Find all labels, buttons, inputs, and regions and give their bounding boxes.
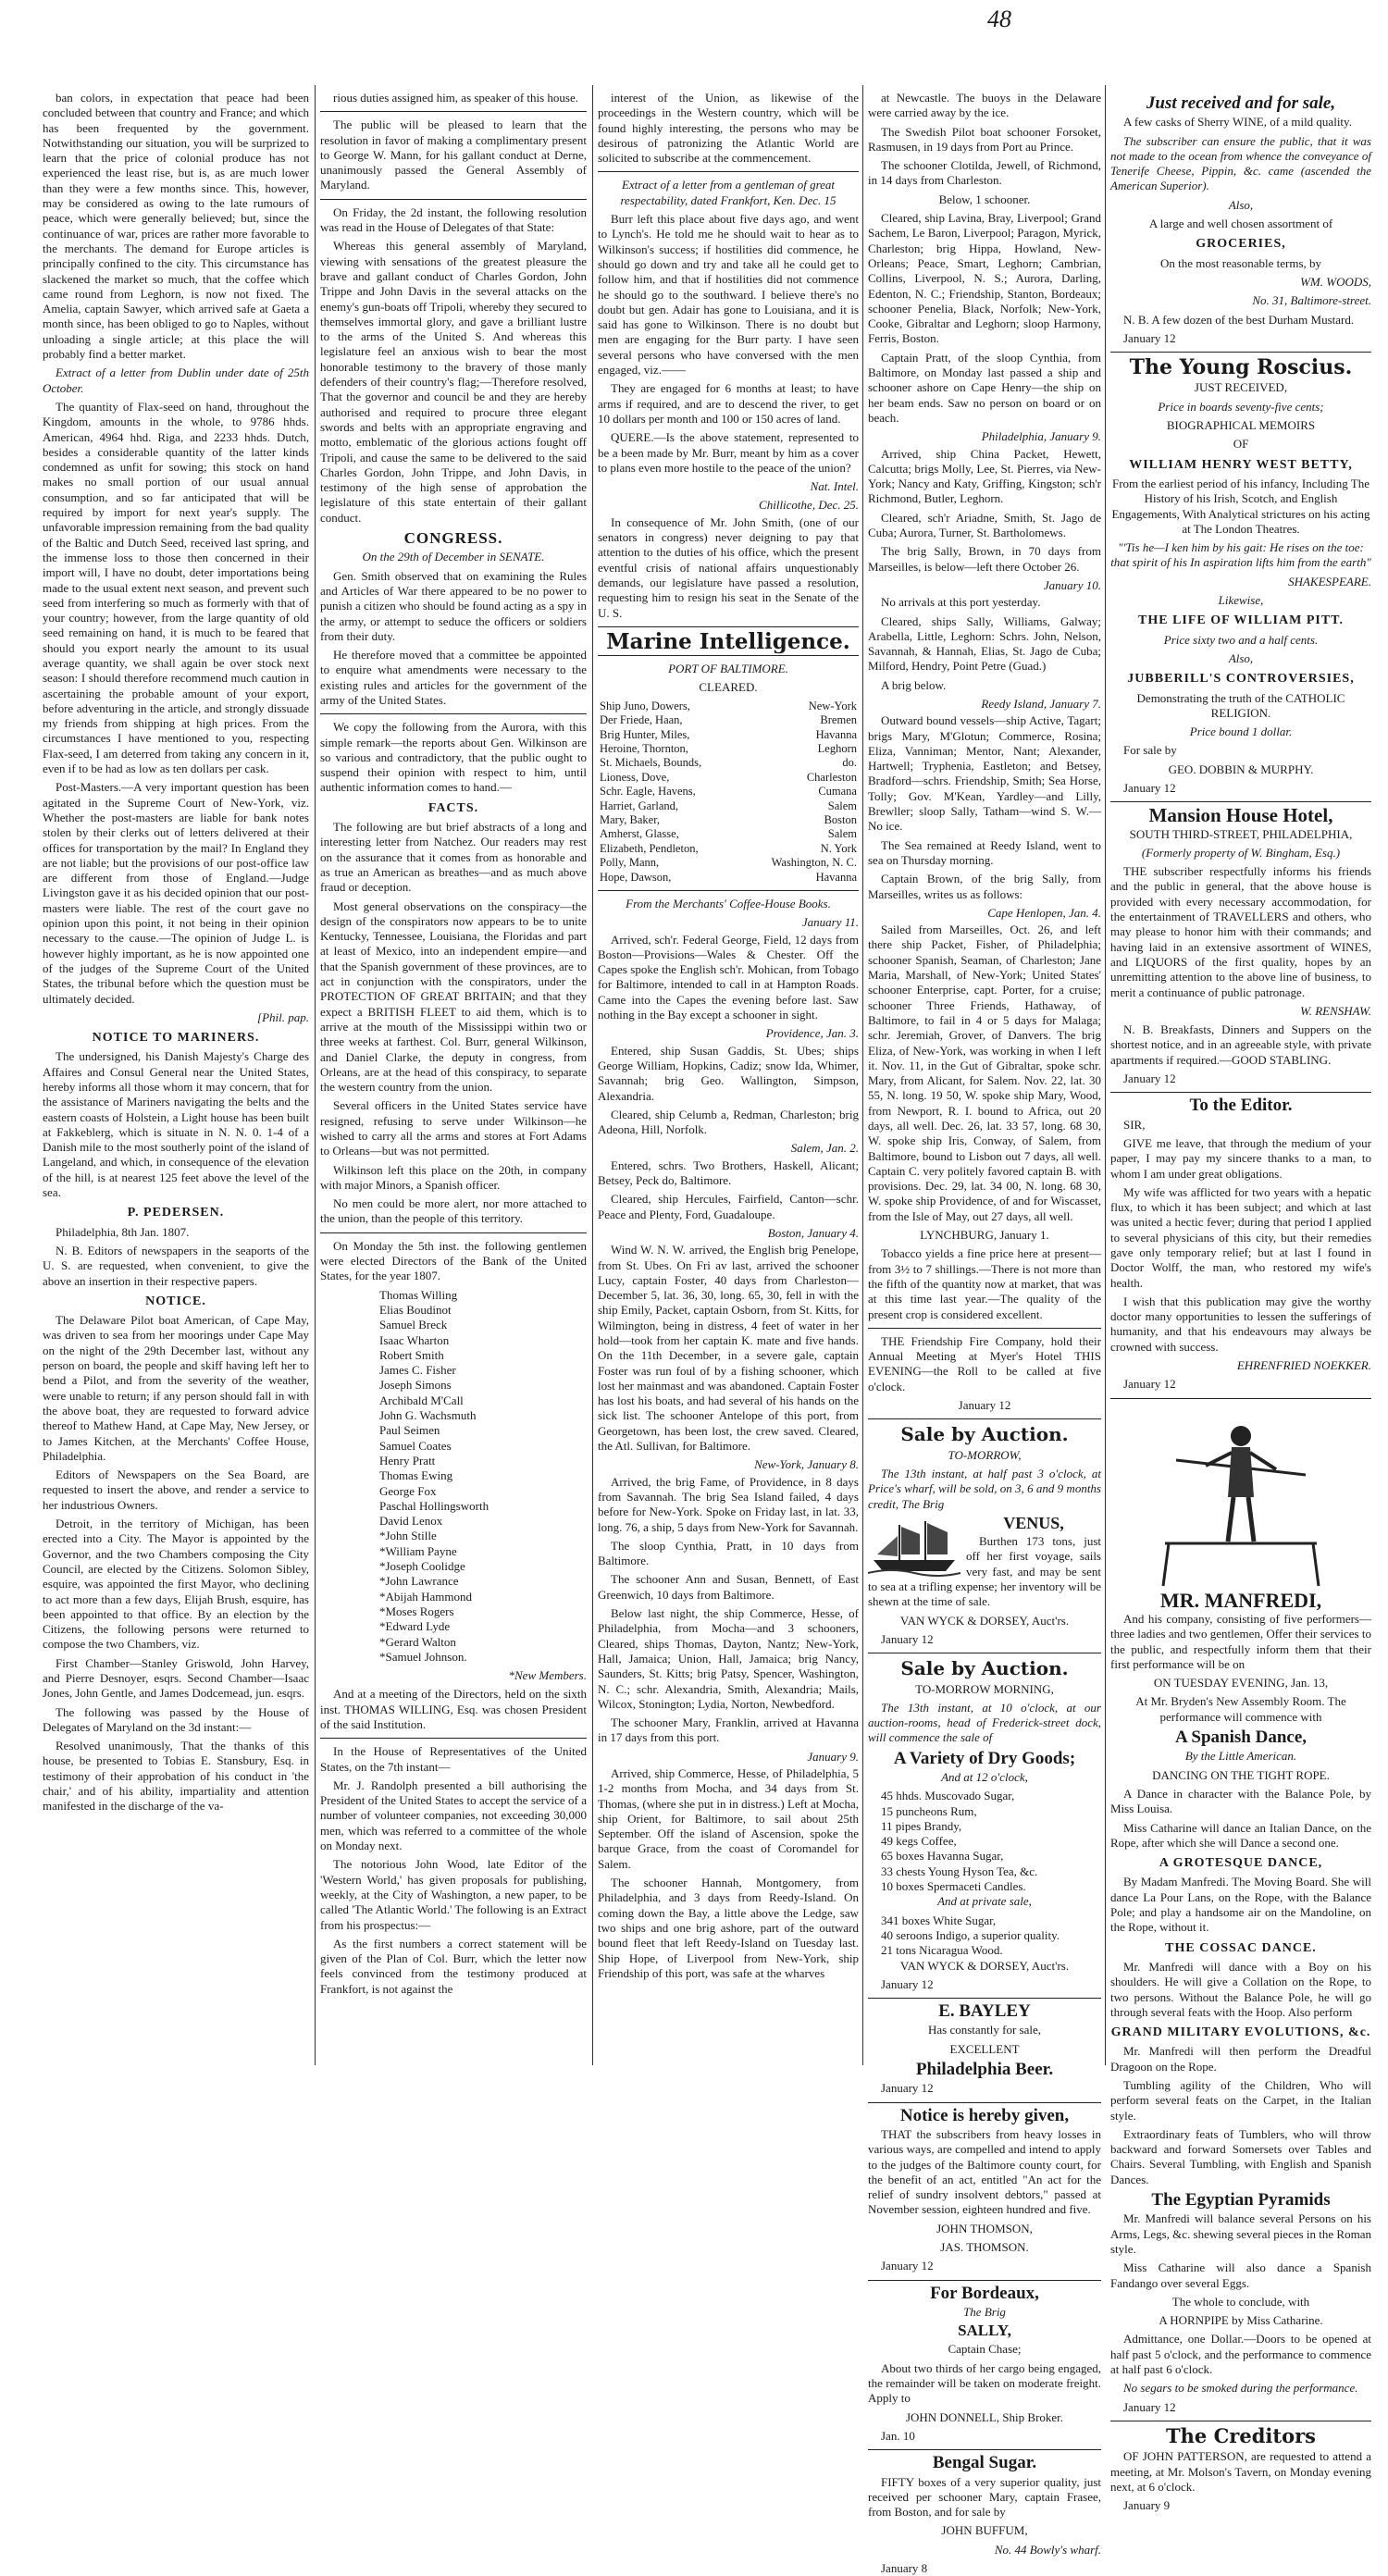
article-text: No men could be more alert, nor more attached to the union, than the people of this territory. xyxy=(320,1196,587,1226)
notice-text: OF JOHN PATTERSON, are requested to attend a meeting, at Mr. Molson's Tavern, on Monday evening next, at 6 o'clock. xyxy=(1110,2449,1371,2494)
director-name: Samuel Coates xyxy=(379,1438,452,1453)
divider xyxy=(1110,1398,1371,1399)
divider xyxy=(598,890,859,891)
article-text: The schooner Mary, Franklin, arrived at Havanna in 17 days from this port. xyxy=(598,1715,859,1745)
article-text: First Chamber—Stanley Griswold, John Harvey, and Pierre Desnoyer, esqrs. Second Chamber—Isaac Jones, John Gentle, and James Dodcemead, jun. esqrs. xyxy=(43,1655,309,1701)
dateline: January 11. xyxy=(801,915,859,930)
ship-name: VENUS, xyxy=(1003,1513,1064,1532)
table-row: Mary, Baker, Boston xyxy=(600,812,857,826)
list-item: 15 puncheons Rum, xyxy=(881,1803,977,1818)
ad-heading: Just received and for sale, xyxy=(1146,93,1336,113)
ad-text: For sale by xyxy=(1123,743,1177,758)
article-text: We copy the following from the Aurora, with this simple remark—the reports about Gen. Wilkinson are so various and contradictory, that the public ought to suspend their opinion with respect to him, until authentic information comes to hand.— xyxy=(320,720,587,795)
article-text: QUERE.—Is the above statement, represented to be a been made by Mr. Burr, meant by him as a cover to plans even more hostile to the peace of the union? xyxy=(598,430,859,475)
ad-text: N. B. Breakfasts, Dinners and Suppers on the shortest notice, and in an agreeable style, with private apartments if required.—GOOD STABLING. xyxy=(1110,1022,1371,1067)
facts-heading: FACTS. xyxy=(428,800,479,815)
director-name: Thomas Ewing xyxy=(379,1468,453,1483)
dateline: Chillicothe, Dec. 25. xyxy=(759,498,859,513)
bayley-name: E. BAYLEY xyxy=(938,2001,1031,2022)
article-text: Post-Masters.—A very important question has been agitated in the Supreme Court of New-York, viz. Whether the post-masters are liable for bank notes stolen by their clerks out of letters delivered at their offices for transportation by the mail? In England they are not liable; but the provisions of our post-office law are different from those of England.—Judge Livingston gave it as his decided opinion that our post-masters were liable. The rest of the court gave no opinion upon this point, it not being in their opinion necessary to the cause.—The opinion of Judge L. is however highly important, as he is now appointed one of the judges of the Supreme Court of the United States, the tribunal before which the question must be ultimately decided. xyxy=(43,780,309,1006)
article-text: The brig Sally, Brown, in 70 days from Marseilles, is below—left there October 26. xyxy=(868,544,1101,574)
ship-icon xyxy=(868,1517,960,1577)
article-text: On Friday, the 2d instant, the following resolution was read in the House of Delegates of that State: xyxy=(320,204,587,235)
director-name: Archibald M'Call xyxy=(379,1393,464,1407)
divider xyxy=(1110,1092,1371,1093)
ad-text: BIOGRAPHICAL MEMOIRS xyxy=(1166,418,1316,433)
notice-date: Jan. 10 xyxy=(881,2428,915,2443)
article-text: Entered, ship Susan Gaddis, St. Ubes; ships George William, Hopkins, Cadiz; snow Ida, Whimer, Savannah; brig Geo. Wallington, Simpson, Alexandria. xyxy=(598,1043,859,1103)
notice-heading: NOTICE. xyxy=(145,1294,206,1308)
article-text: Wind W. N. W. arrived, the English brig Penelope, from St. Ubes. On Fri av last, arrived the schooner Lucy, captain Foster, 40 days from Charleston—December 5, lat. 36, 30, long. 65, 30, fell in with the ship Emily, Packet, captain Osborn, from St. Kitts, for Wilmington, being in distress, 4 feet of water in her hold—took from her captain K. mate and five hands. On the 11th December, in a severe gale, captain Foster was run foul of by a fishing schooner, which lost her mainmast and was abandoned. Captain Foster has lost his boats, and had several of his hands on the sick list. The schooner Antelope of this port, from Georgetown, has been lost, the crew saved. Cleared, the Atl. Sullivan, for Baltimore. xyxy=(598,1243,859,1454)
director-name: *William Payne xyxy=(379,1543,457,1558)
bengal-sugar-heading: Bengal Sugar. xyxy=(932,2453,1037,2473)
ad-signature: WM. WOODS, xyxy=(1300,274,1371,289)
notice-date: January 12 xyxy=(1123,780,1176,795)
divider xyxy=(868,1418,1101,1419)
divider xyxy=(868,2102,1101,2103)
list-item: 65 boxes Havanna Sugar, xyxy=(881,1849,1004,1864)
article-text: Below last night, the ship Commerce, Hesse, of Philadelphia, from Mocha—and 3 schooners, Cleared, ships Thomas, Dayton, Nantz; New-York, Hall, Jamaica; Union, Hall, Jamaica; brig Nancy, Saunders, St. Kitts; brig Patsy, Spencer, Washington, N. C.; schr. Alexandria, Smith, Alexandria; Mails, Wilcox, Stonington; Lydia, Norton, Newbedford. xyxy=(598,1606,859,1711)
table-row: Elizabeth, Pendleton, N. York xyxy=(600,841,857,855)
ad-text: Price sixty two and a half cents. xyxy=(1163,632,1319,647)
director-name: *Edward Lyde xyxy=(379,1619,451,1634)
director-name: *John Lawrance xyxy=(379,1574,459,1589)
column-3 xyxy=(598,91,859,2060)
auction-text: Burthen 173 tons, just off her first voyage, sails very fast, and may be sent to sea at a trifling expense; her inventory will be shewn at the time of sale. xyxy=(868,1534,1101,1609)
list-item: 40 seroons Indigo, a superior quality. xyxy=(881,1927,1060,1942)
congress-subheading: On the 29th of December in SENATE. xyxy=(362,550,545,564)
column-rule xyxy=(1105,85,1106,2065)
article-text: Cleared, sch'r Ariadne, Smith, St. Jago de Cuba; Aurora, Turner, St. Bartholomews. xyxy=(868,510,1101,540)
ad-signature: JOHN BUFFUM, xyxy=(941,2523,1028,2538)
ad-text: Captain Chase; xyxy=(948,2342,1022,2357)
article-text: Sailed from Marseilles, Oct. 26, and left there ship Packet, Fisher, of Philadelphia; schooner Spanish, Seaman, of Charleston; Jane Maria, Marshall, of New-York; United States' schooner Enterprise, capt. Porter, for a cruise; schooner Three Friends, Hathaway, of Baltimore, to fail in 4 or 5 days for Malaga; schr. Jeremiah, Grover, of Danvers. The brig Eliza, of New-York, was working in when I left it. Nov. 11, in the Gut of Gibraltar, spoke schr. Mary, from Alicant, for Salem. Nov. 22, lat. 30 55, N. long. 19 50, W. spoke ship Mary, Wood, from Newport, R. I. bound to Africa, out 20 days, all well. Dec. 26, lat. 33 57, long. 68 30, W. spoke ship Iris, Conway, of Salem, from Baltimore, bound to Lisbon out 7 days, all well. Captain C. very politely favored captain B. with provisions. Dec. 29, lat. 34 00, N. long. 68 30, W. spoke ship Providence, of and for Wiscasset, from the Isle of May, out 27 days, all well. xyxy=(868,923,1101,1223)
divider xyxy=(868,1998,1101,1999)
marine-intelligence-heading: Marine Intelligence. xyxy=(606,628,850,654)
director-name: *Joseph Coolidge xyxy=(379,1559,465,1574)
divider xyxy=(868,1328,1101,1329)
cossac-dance-heading: THE COSSAC DANCE. xyxy=(1165,1940,1317,1955)
ad-text: Price bound 1 dollar. xyxy=(1189,724,1293,739)
director-name: David Lenox xyxy=(379,1514,443,1529)
column-5 xyxy=(1110,91,1371,2513)
spanish-dance-heading: A Spanish Dance, xyxy=(1174,1728,1307,1748)
article-text: Arrived, ship Commerce, Hesse, of Philadelphia, 5 1-2 months from Mocha, and 34 days from St. Thomas, (where she put in in distress.) Left at Mocha, ship Orient, for Baltimore, to sail about 25th September. Off the island of Ascension, spoke the barque Grace, from the coast of Coromandel for Salem. xyxy=(598,1766,859,1871)
director-name: Samuel Breck xyxy=(379,1318,448,1332)
letter-signature: EHRENFRIED NOEKKER. xyxy=(1236,1358,1371,1373)
pitt-heading: THE LIFE OF WILLIAM PITT. xyxy=(1138,613,1344,628)
divider xyxy=(868,2449,1101,2450)
article-text: at Newcastle. The buoys in the Delaware were carried away by the ice. xyxy=(868,91,1101,120)
table-row: Hope, Dawson, Havanna xyxy=(600,870,857,884)
betty-name: WILLIAM HENRY WEST BETTY, xyxy=(1129,457,1353,472)
article-text: The schooner Clotilda, Jewell, of Richmond, in 14 days from Charleston. xyxy=(868,158,1101,188)
table-row: St. Michaels, Bounds, do. xyxy=(600,756,857,770)
article-text: Detroit, in the territory of Michigan, has been erected into a City. The Mayor is appointed by the Governor, and the two Chambers composing the City Council, are elected by the Citizens. Solomon Sibley, esquire, was appointed the first Mayor, who declining to act more than a few days, Elijah Brush, esquire, has been appointed to that office. By an election by the Citizens, the following persons were returned to compose the two Chambers, viz. xyxy=(43,1517,309,1652)
article-text: Cleared, ship Lavina, Bray, Liverpool; Grand Sachem, Le Baron, Liverpool; Paragon, Myrick, Charleston; brig Hippa, Howland, New-Orleans; Peace, Smart, Leghorn; Cambrian, Collins, Liverpool, N. S.; Aurora, Darling, Edenton, N. C.; Friendship, Stanton, Bordeaux; schooner Penelia, Black, Norfolk; New-York, Cooke, Gibraltar and Leghorn; sloop Harmony, Ferris, Boston. xyxy=(868,211,1101,346)
dateline: Boston, January 4. xyxy=(767,1225,859,1240)
ad-text: N. B. A few dozen of the best Durham Mustard. xyxy=(1123,312,1355,327)
article-text: Cleared, ship Hercules, Fairfield, Canton—schr. Peace and Plenty, Ford, Guadaloupe. xyxy=(598,1192,859,1221)
divider xyxy=(598,655,859,656)
quotation-source: SHAKESPEARE. xyxy=(1288,574,1371,588)
notice-date: January 12 xyxy=(1123,2399,1176,2414)
ad-text: The Brig xyxy=(963,2304,1006,2319)
divider xyxy=(598,171,859,172)
director-name: Paschal Hollingsworth xyxy=(379,1498,490,1513)
dateline: Cape Henlopen, Jan. 4. xyxy=(987,905,1101,920)
ad-text: A few casks of Sherry WINE, of a mild quality. xyxy=(1123,115,1352,130)
divider xyxy=(598,626,859,627)
article-text: On Monday the 5th inst. the following gentlemen were elected Directors of the Bank of the United States, for the year 1807. xyxy=(320,1238,587,1283)
ad-text: A Dance in character with the Balance Pole, by Miss Louisa. xyxy=(1110,1786,1371,1816)
ad-text: Admittance, one Dollar.—Doors to be opened at half past 5 o'clock, and the performance to commence at half past 6 o'clock. xyxy=(1110,2332,1371,2377)
auction-heading: Sale by Auction. xyxy=(900,1423,1069,1446)
young-roscius-heading: The Young Roscius. xyxy=(1129,355,1353,380)
creditors-heading: The Creditors xyxy=(1166,2423,1316,2447)
fire-company-notice: THE Friendship Fire Company, hold their Annual Meeting at Myer's Hotel THIS EVENING—the Roll to be called at five o'clock. xyxy=(868,1333,1101,1393)
dateline: Salem, Jan. 2. xyxy=(790,1141,859,1156)
ad-text: By the Little American. xyxy=(1184,1749,1297,1764)
auctioneer-signature: VAN WYCK & DORSEY, Auct'rs. xyxy=(899,1613,1070,1628)
article-text: The public will be pleased to learn that the resolution in favor of making a complimentary present to George W. Mann, for his gallant conduct at Derne, unanimously passed the General Assembly of Maryland. xyxy=(320,118,587,192)
article-text: Most general observations on the conspiracy—the design of the conspirators now appears to be to unite Kentucky, Tennessee, Louisiana, the Floridas and part at least of Mexico, into an independent empire—and that the Spanish government of these provinces, are to act in conjunction with the conspirators, under the PROTECTION OF GREAT BRITAIN; and that they expect a BRITISH FLEET to aid them, which is to arrive at the mouth of the Mississippi within two or three weeks at farthest. Col. Burr, general Wilkinson, and Daniel Clarke, the deputy in congress, from Orleans, are at the head of this conspiracy, to separate the western country from the union. xyxy=(320,898,587,1095)
ad-text: Tumbling agility of the Children, Who will perform several feats on the Carpet, in the Italian style. xyxy=(1110,2077,1371,2123)
article-text: rious duties assigned him, as speaker of this house. xyxy=(333,91,579,105)
notice-heading: Notice is hereby given, xyxy=(899,2105,1070,2125)
article-text: The sloop Cynthia, Pratt, in 10 days from Baltimore. xyxy=(598,1538,859,1568)
director-name: Thomas Willing xyxy=(379,1287,458,1302)
table-row: Amherst, Glasse, Salem xyxy=(600,827,857,841)
notice-date: January 12 xyxy=(1123,1071,1176,1086)
director-name: *Moses Rogers xyxy=(379,1604,454,1618)
article-text: Tobacco yields a fine price here at present—from 3½ to 7 shillings.—There is not more than the fifth of the quantity now at market, that was at this time last year.—The quality of the present crop is considered excellent. xyxy=(868,1246,1101,1321)
notice-date: January 12 xyxy=(1123,330,1176,345)
article-text: Below, 1 schooner. xyxy=(938,192,1031,206)
ad-text: Miss Catharine will dance an Italian Dance, on the Rope, after which she will Dance a second one. xyxy=(1110,1820,1371,1850)
article-text: No arrivals at this port yesterday. xyxy=(881,595,1041,610)
article-source: Nat. Intel. xyxy=(810,479,859,494)
list-item: 21 tons Nicaragua Wood. xyxy=(881,1943,1003,1958)
ad-text: And his company, consisting of five performers—three ladies and two gentlemen, Offer their services to the public, and respectfully inform them that their first performance will be on xyxy=(1110,1611,1371,1671)
notice-text: The Delaware Pilot boat American, of Cape May, was driven to sea from her moorings under Cape May on the night of the 29th December last, without any person on board, the people and skiff having left her to bend a Pilot, and from the severity of the weather, were unable to return; if any person should fall in with the above boat, they are requested to forward advice thereof to Mathew Hand, at Cape May, New Jersey, or to James Kitchen, at the Merchants' Coffee House, Philadelphia. xyxy=(43,1313,309,1463)
article-source: [Phil. pap. xyxy=(257,1009,309,1024)
article-text: Resolved unanimously, That the thanks of this house, be presented to Tobias E. Stansbury, Esq. in testimony of their approbation of his conduct in 'the chair,' and of his ability, impartiality and attention manifested in the discharge of the va- xyxy=(43,1739,309,1814)
column-rule xyxy=(315,85,316,2065)
ad-text: No segars to be smoked during the performance. xyxy=(1123,2381,1358,2396)
notice-text: THAT the subscribers from heavy losses in various ways, are compelled and intend to apply to the judges of the Baltimore county court, for the benefit of an act, entitled "An act for the relief of sundry insolvent debtors," passed at November session, eighteen hundred and five. xyxy=(868,2126,1101,2217)
rope-dancer-illustration xyxy=(1158,1405,1324,1590)
directors-list xyxy=(320,1288,587,1665)
ad-text: Price in boards seventy-five cents; xyxy=(1158,399,1324,414)
divider xyxy=(868,2280,1101,2281)
ad-text: At Mr. Bryden's New Assembly Room. The performance will commence with xyxy=(1135,1694,1346,1724)
director-name: James C. Fisher xyxy=(379,1363,456,1378)
military-evolutions-heading: GRAND MILITARY EVOLUTIONS, &c. xyxy=(1110,2025,1371,2040)
table-row: Brig Hunter, Miles, Havanna xyxy=(600,727,857,741)
divider xyxy=(320,713,587,714)
ad-text: EXCELLENT xyxy=(949,2041,1020,2056)
list-item: 33 chests Young Hyson Tea, &c. xyxy=(881,1864,1038,1878)
letter-salutation: SIR, xyxy=(1123,1117,1146,1132)
page-number: 48 xyxy=(987,6,1011,32)
auction-when: TO-MORROW, xyxy=(948,1447,1022,1462)
director-name: *Gerard Walton xyxy=(379,1634,456,1649)
ad-text: DANCING ON THE TIGHT ROPE. xyxy=(1152,1767,1330,1782)
ad-text: A HORNPIPE by Miss Catharine. xyxy=(1159,2313,1323,2328)
article-text: And at a meeting of the Directors, held on the sixth inst. THOMAS WILLING, Esq. was chosen President of the said Institution. xyxy=(320,1687,587,1731)
director-name: *Abijah Hammond xyxy=(379,1589,473,1604)
ad-text: Also, xyxy=(1228,650,1254,665)
notice-date: January 12 xyxy=(881,1631,934,1646)
notice-nb: N. B. Editors of newspapers in the seaports of the U. S. are requested, when convenient, to give the above an insertion in their respective papers. xyxy=(43,1243,309,1288)
list-item: 49 kegs Coffee, xyxy=(881,1834,957,1849)
article-text: Wilkinson left this place on the 20th, in company with major Minors, a Spanish officer. xyxy=(320,1162,587,1192)
auction-text: And at 12 o'clock, xyxy=(941,1769,1028,1784)
notice-heading: NOTICE TO MARINERS. xyxy=(92,1031,260,1046)
groceries-heading: GROCERIES, xyxy=(1196,237,1286,252)
dateline: New-York, January 8. xyxy=(754,1457,859,1472)
jubberill-heading: JUBBERILL'S CONTROVERSIES, xyxy=(1127,672,1355,687)
director-name: Joseph Simons xyxy=(379,1378,452,1393)
ad-text: Mr. Manfredi will dance with a Boy on his shoulders. He will give a Collation on the Rope, to two persons. Without the Balance Pole, he will go through several feats with the Hoop. Also perform xyxy=(1110,1959,1371,2019)
director-name: Henry Pratt xyxy=(379,1453,436,1468)
divider xyxy=(320,1738,587,1739)
article-text: Cleared, ship Celumb a, Redman, Charleston; brig Adeona, Hill, Norfolk. xyxy=(598,1107,859,1137)
column-4 xyxy=(868,91,1101,2576)
notice-date: January 9 xyxy=(1123,2498,1171,2513)
director-name: Robert Smith xyxy=(379,1347,444,1362)
notice-date: January 12 xyxy=(881,1976,934,1991)
auction-heading: Sale by Auction. xyxy=(900,1657,1069,1680)
source-heading: From the Merchants' Coffee-House Books. xyxy=(626,896,831,910)
ad-signature: JOHN DONNELL, Ship Broker. xyxy=(905,2409,1064,2424)
to-editor-heading: To the Editor. xyxy=(1189,1096,1293,1116)
dateline: January 10. xyxy=(1043,577,1101,592)
table-row: Ship Juno, Dowers, New-York xyxy=(600,699,857,712)
notice-date: January 8 xyxy=(881,2561,928,2576)
divider xyxy=(1110,801,1371,802)
ad-text: SOUTH THIRD-STREET, PHILADELPHIA, xyxy=(1129,826,1353,841)
ship-name: SALLY, xyxy=(958,2322,1011,2340)
article-text: Outward bound vessels—ship Active, Tagart; brigs Mary, M'Glotun; Commerce, Rosina; Eliza, Vanniman; Mentor, Nant; Alexander, Hartwell; Tryphenia, Eastleton; and Betsey, Bradford—schrs. Friendship, Smith; Sea Horse, Tolly; Gov. M'Kean, Yardley—and Lilly, Brewller; sloop Sally, Tatham—wind S. W.—No ice. xyxy=(868,713,1101,834)
notice-date: Philadelphia, 8th Jan. 1807. xyxy=(56,1224,190,1239)
article-text: In the House of Representatives of the United States, on the 7th instant— xyxy=(320,1744,587,1774)
auctioneer-signature: VAN WYCK & DORSEY, Auct'rs. xyxy=(899,1958,1070,1973)
ad-text: The subscriber can ensure the public, that it was not made to the ocean from whence the conveyance of Tenerife Cheese, Pippin, &c. came (ascended the American Superior). xyxy=(1110,133,1371,193)
divider xyxy=(320,199,587,200)
ad-address: No. 44 Bowly's wharf. xyxy=(994,2542,1101,2557)
dry-goods-heading: A Variety of Dry Goods; xyxy=(893,1748,1076,1768)
article-text: interest of the Union, as likewise of the proceedings in the Western country, which will be found highly interesting, the persons who may be desirous of patronizing the Atlantic World are solicited to subscribe at the commencement. xyxy=(598,91,859,166)
ad-text: THE subscriber respectfully informs his friends and the public in general, that the above house is provided with every necessary accommodation, for the entertainment of TRAVELLERS and others, who may please to honor him with their commands; and having laid in an extensive assortment of WINES, and LIQUORS of the first quality, hopes by an unremitting attention to the above line of business, to merit a continuance of public patronage. xyxy=(1110,864,1371,999)
ad-text: A large and well chosen assortment of xyxy=(1148,217,1333,231)
list-item: 45 hhds. Muscovado Sugar, xyxy=(881,1789,1015,1803)
port-heading: PORT OF BALTIMORE. xyxy=(668,662,788,676)
director-name: Isaac Wharton xyxy=(379,1332,450,1347)
ad-text: Demonstrating the truth of the CATHOLIC RELIGION. xyxy=(1136,690,1345,720)
article-heading: Extract of a letter from Dublin under date of 25th October. xyxy=(43,365,309,395)
ad-signature: GEO. DOBBIN & MURPHY. xyxy=(1168,762,1314,776)
divider xyxy=(320,1232,587,1233)
notice-signature: JOHN THOMSON, xyxy=(936,2221,1033,2235)
auction-text: The 13th instant, at half past 3 o'clock, at Price's wharf, will be sold, on 3, 6 and 9 months credit, The Brig xyxy=(868,1466,1101,1511)
letter-text: GIVE me leave, that through the medium of your paper, I may pay my sincere thanks to a man, to whom I am under great obligations. xyxy=(1110,1135,1371,1181)
article-text: Arrived, the brig Fame, of Providence, in 8 days from Savannah. The brig Sea Island failed, 4 days before for New-York. Spoke on Friday last, in lat. 33, long. 76, a ship, 5 days from New-York for Savannah. xyxy=(598,1474,859,1534)
notice-date: January 12 xyxy=(881,2259,934,2273)
egyptian-pyramids-heading: The Egyptian Pyramids xyxy=(1151,2190,1331,2211)
director-name: George Fox xyxy=(379,1483,437,1498)
article-text: The schooner Hannah, Montgomery, from Philadelphia, and 3 days from Reedy-Island. On coming down the Bay, a little above the Ledge, saw two ships and one brig ashore, part of the outward bound fleet that left Reedy-Island on Tuesday last. Ship Hope, of Liverpool from New-York, ship Friendship of this port, was safe at the wharves xyxy=(598,1876,859,1980)
article-text: Captain Pratt, of the sloop Cynthia, from Baltimore, on Monday last passed a ship and schooner ashore on Cape Henry—the ship on her beam ends. Saw no person on board or on beach. xyxy=(868,350,1101,425)
goods-list xyxy=(868,1789,1101,1894)
congress-heading: CONGRESS. xyxy=(403,529,503,548)
ad-text: Also, xyxy=(1228,197,1254,212)
director-name: Elias Boudinot xyxy=(379,1302,452,1317)
table-row: Polly, Mann, Washington, N. C. xyxy=(600,856,857,870)
article-text: As the first numbers a correct statement will be given of the Plan of Col. Burr, which the letter now feels convinced from the testimony produced at Frankfort, is not against the xyxy=(320,1936,587,1996)
grotesque-dance-heading: A GROTESQUE DANCE, xyxy=(1159,1856,1323,1871)
ad-text: Miss Catharine will also dance a Spanish Fandango over several Eggs. xyxy=(1110,2260,1371,2290)
notice-date: January 12 xyxy=(1123,1377,1176,1392)
table-row: Harriet, Garland, Salem xyxy=(600,799,857,812)
table-row: Lioness, Dove, Charleston xyxy=(600,770,857,784)
article-text: ban colors, in expectation that peace had been concluded between that country and France; and which has been frequented by the government. Notwithstanding our situation, you will be surprized to learn that the price of colonial produce has not experienced the least rise, but is, as are much lower than they were a few months since. This, however, may be considered as owing to the late rumours of peace, which were generally believed; but, since the continuance of war, prices are rather more favorable to the merchants. The demand for Europe articles is principally confined to the city. This circumstance has slackened the market so much, that the coffee which came round from Leghorn, is now not fixed. The Amelia, captain Sawyer, which arrived safe at Gaeta a month since, has been obliged to go to Naples, without unloading a single article; at this place the will probably find a better market. xyxy=(43,91,309,362)
ad-text: From the earliest period of his infancy, Including The History of his Irish, Scotch, and English Engagements, With Analytical strictures on his acting at The London Theatres. xyxy=(1111,476,1370,536)
ad-address: No. 31, Baltimore-street. xyxy=(1252,293,1371,308)
notice-signature: JAS. THOMSON. xyxy=(940,2240,1029,2254)
list-item: 341 boxes White Sugar, xyxy=(881,1913,997,1927)
column-1 xyxy=(43,91,309,2060)
article-text: The following are but brief abstracts of a long and interesting letter from Natchez. Our readers may rest on the assurance that it comes from as honorable and as true an American as breathes—and as much above fraud or deception. xyxy=(320,820,587,895)
column-rule xyxy=(592,85,593,2065)
article-text: Entered, schrs. Two Brothers, Haskell, Alicant; Betsey, Peck do, Baltimore. xyxy=(598,1158,859,1188)
beer-heading: Philadelphia Beer. xyxy=(915,2060,1054,2080)
manfredi-heading: MR. MANFREDI, xyxy=(1159,1588,1322,1612)
divider xyxy=(1110,352,1371,353)
director-name: John G. Wachsmuth xyxy=(379,1408,477,1423)
table-row: Schr. Eagle, Havens, Cumana xyxy=(600,785,857,799)
auction-text: The 13th instant, at 10 o'clock, at our auction-rooms, head of Frederick-street dock, will commence the sale of xyxy=(868,1700,1101,1745)
dateline: Philadelphia, January 9. xyxy=(981,429,1101,444)
article-text: Arrived, ship China Packet, Hewett, Calcutta; brigs Molly, Lee, St. Pierres, via New-York; Nancy and Katy, Griffing, Kingston; sch'r Richmond, Butler, Leghorn. xyxy=(868,446,1101,506)
article-text: Arrived, sch'r. Federal George, Field, 12 days from Boston—Provisions—Wales & Chester. Off the Capes spoke the English sch'r. Mohican, from Tobago for Baltimore, intended to call in at Hampton Roads. Came into the Capes the evening before last. Saw nothing in the Bay except a schooner in sight. xyxy=(598,932,859,1022)
list-item: 11 pipes Brandy, xyxy=(881,1818,962,1833)
ad-text: OF xyxy=(1233,437,1249,452)
article-text: The schooner Ann and Susan, Bennett, of East Greenwich, 10 days from Baltimore. xyxy=(598,1572,859,1602)
article-text: They are engaged for 6 months at least; to have arms if required, and are to descend the river, to get 10 dollars per month and 100 or 150 acres of land. xyxy=(598,381,859,426)
article-text: Cleared, ships Sally, Williams, Galway; Arabella, Little, Leghorn: Schrs. John, Nelson, Savannah, & Hannah, Elias, St. Jago de Cuba; Milford, Hendry, Point Petre (Guad.) xyxy=(868,613,1101,674)
ad-text: Likewise, xyxy=(1218,593,1264,608)
newspaper-page xyxy=(20,0,1371,2576)
article-text: The following was passed by the House of Delegates of Maryland on the 3d instant:— xyxy=(43,1704,309,1734)
article-text: Several officers in the United States service have resigned, refusing to serve under Wilkinson—he wished to carry all the arms and stores at Fort Adams to Orleans—but was not permitted. xyxy=(320,1098,587,1158)
dateline: Reedy Island, January 7. xyxy=(981,696,1101,711)
ad-text: ON TUESDAY EVENING, Jan. 13, xyxy=(1153,1676,1329,1690)
cleared-heading: CLEARED. xyxy=(699,680,758,695)
notice-date: January 12 xyxy=(958,1398,1011,1413)
article-text: The notorious John Wood, late Editor of the 'Western World,' has given proposals for publishing, weekly, at the City of Washington, a new paper, to be called 'The Atlantic World.' The following is an Extract from his prospectus:— xyxy=(320,1857,587,1932)
article-text: In consequence of Mr. John Smith, (one of our senators in congress) never deigning to pay that attention to the duties of his office, which the present eventful crisis of national affairs unquestionably demands, our legislature have passed a resolution, requesting him to resign his seat in the Senate of the U. S. xyxy=(598,514,859,620)
article-heading: Extract of a letter from a gentleman of great respectability, dated Frankfort, Ken. Dec. 15 xyxy=(620,178,837,207)
notice-text: Editors of Newspapers on the Sea Board, are requested to insert the above, and render a service to her industrious Owners. xyxy=(43,1468,309,1512)
quotation: "'Tis he—I ken him by his gait: He rises on the toe: that spirit of his In aspiration lifts him from the earth" xyxy=(1110,540,1371,570)
article-text: Gen. Smith observed that on examining the Rules and Articles of War there appeared to be no power to punish a citizen who should be found acting as a spy in the army, or attempt to seduce the officers or soldiers from their duty. xyxy=(320,568,587,643)
dateline: Providence, Jan. 3. xyxy=(765,1026,859,1041)
list-item: 10 boxes Spermaceti Candles. xyxy=(881,1879,1026,1894)
article-text: He therefore moved that a committee be appointed to enquire what amendments were necessary to the existing rules and articles for the government of the army of the United States. xyxy=(320,648,587,707)
ad-text: On the most reasonable terms, by xyxy=(1159,255,1321,270)
director-name: *John Stille xyxy=(379,1529,437,1543)
ad-text: FIFTY boxes of a very superior quality, just received per schooner Mary, captain Frasee, from Boston, and for sale by xyxy=(868,2474,1101,2520)
column-rule xyxy=(862,85,863,2065)
ad-text: Has constantly for sale, xyxy=(927,2023,1042,2037)
auction-text: And at private sale, xyxy=(937,1894,1032,1909)
ad-text: About two thirds of her cargo being engaged, the remainder will be taken on moderate freight. Apply to xyxy=(868,2360,1101,2406)
new-members-note: *New Members. xyxy=(508,1668,587,1683)
article-text: Captain Brown, of the brig Sally, from Marseilles, writes us as follows: xyxy=(868,872,1101,901)
notice-date: January 12 xyxy=(881,2081,934,2096)
article-text: Burr left this place about five days ago, and went to Lynch's. He told me he should wait to hear as to Wilkinson's success; if hostilities did commence, he should go down and try and take all he could get to follow him, and that if hostilities did not commence he should go to the southward. I believe there's no doubt but gen. Adair has gone to Louisiana, and it is said has gone to Wilkinson. There is no doubt but men are engaging for the Burr party. I have seen several persons who have conversed with the men engaged, viz.—— xyxy=(598,212,859,378)
auction-when: TO-MORROW MORNING, xyxy=(915,1681,1054,1696)
ad-text: Mr. Manfredi will balance several Persons on his Arms, Legs, &c. shewing several pieces in the Roman style. xyxy=(1110,2211,1371,2256)
ad-signature: W. RENSHAW. xyxy=(1300,1003,1371,1018)
notice-signature: P. PEDERSEN. xyxy=(127,1206,225,1220)
table-row: Der Friede, Haan, Bremen xyxy=(600,713,857,727)
article-text: The quantity of Flax-seed on hand, throughout the Kingdom, amounts in the whole, to 9786 hhds. American, 4964 hhd. Riga, and 2233 hhds. Dutch, besides a considerable quantity of the latter kinds condemned as unfit for sowing; this stock on hand makes no small portion of our usual annual consumption, and so far anticipated that will be required by import for next year's supply. The unfavorable impression remaining from the bad quality of the Baltic and Dutch Seed, received last spring, and the immense loss to those then concerned in their import will, I have no doubt, deter importations being made to the usual extent next season, and prevent such seed from interfering so much as formerly with that of your country; however, from the large quantity of old seed remaining on hand, it is much to be feared that should you export nearly the amount to its usual average quantity, we shall again be over stock next season: I should therefore recommend much caution in ascertaining the probable amount of your export, before adventuring in the article, and strongly dissuade my friends from shipping at high prices. From the circumstances I have mentioned to you, respecting Flax-seed, I am deterred from taking any concern in it, even if to be had as low as ten dollars per cask. xyxy=(43,399,309,776)
letter-text: My wife was afflicted for two years with a hepatic flux, to which it has been subject; and which at last was united a hectic fever; during that period I applied to several physicians of this city, but their remedies gave only temporary relief; but at last I found in Doctor Wolff, the man, who restored my wife's health. xyxy=(1110,1184,1371,1290)
ships-cleared-table xyxy=(598,700,859,885)
divider xyxy=(320,111,587,112)
ad-text: The whole to conclude, with xyxy=(1171,2294,1310,2309)
ad-text: (Formerly property of W. Bingham, Esq.) xyxy=(1141,845,1341,860)
notice-text: The undersigned, his Danish Majesty's Charge des Affaires and Consul General near the United States, hereby informs all those whom it may concern, that for the assistance of Mariners navigating the belts and the eastern coasts of Holstein, a Light house has been built at Fakkeblerg, which is situate in N. N. 0. 1-4 of a Danish mile to the most southerly point of the island of Langeland, and which, in consequence of the elevation of the hill, is at nearest 125 feet above the level of the sea. xyxy=(43,1049,309,1200)
article-text: Whereas this general assembly of Maryland, viewing with sensations of the greatest pleasure the brave and gallant conduct of Charles Gordon, John Trippe and John Davis in the several attacks on the enemy's gun-boats off Tripoli, whereby they secured to themselves immortal glory, and gave a brilliant lustre to the arms of the United S. And whereas this legislature feel an anxious wish to bear the most honorable testimony to the bravery of those manly defenders of their country's flag;—Therefore resolved, That the governor and council be and they are hereby authorised and required to procure three elegant swords and belts with an appropriate engraving and motto, emblematic of the glorious actions fought off Tripoli, and cause the same to be delivered to the said Charles Gordon, John Trippe, and John Davis, in testimony of the high sense of approbation the legislature of this state entertain of their gallant conduct. xyxy=(320,239,587,525)
dateline: January 9. xyxy=(807,1749,859,1764)
table-row: Heroine, Thornton, Leghorn xyxy=(600,741,857,755)
ad-text: Extraordinary feats of Tumblers, who will throw backward and forward Somersets over Tables and Chairs. Several Tumbling, with English and Spanish Dances. xyxy=(1110,2126,1371,2186)
article-text: A brig below. xyxy=(881,677,947,692)
letter-text: I wish that this publication may give the worthy doctor many opportunities to lessen the sufferings of humanity, and that his endeavours may always be crowned with success. xyxy=(1110,1294,1371,1354)
director-name: Paul Seimen xyxy=(379,1423,440,1438)
ad-text: JUST RECEIVED, xyxy=(1194,380,1288,395)
director-name: *Samuel Johnson. xyxy=(379,1649,467,1664)
ad-text: By Madam Manfredi. The Moving Board. She will dance La Pour Lans, on the Rope, with the Balance Pole; and play a handsome air on the Mandoline, on the Rope, without it. xyxy=(1110,1875,1371,1935)
dateline: LYNCHBURG, January 1. xyxy=(920,1228,1049,1243)
article-text: Mr. J. Randolph presented a bill authorising the President of the United States to accept the service of a number of volunteer companies, not exceeding 30,000 men, which was referred to a committee of the whole on Monday next. xyxy=(320,1777,587,1853)
column-2 xyxy=(320,91,587,2060)
article-text: The Swedish Pilot boat schooner Forsoket, Rasmusen, in 19 days from Port au Prince. xyxy=(868,124,1101,154)
ad-text: Mr. Manfredi will then perform the Dreadful Dragoon on the Rope. xyxy=(1110,2044,1371,2074)
bordeaux-heading: For Bordeaux, xyxy=(930,2283,1039,2303)
mansion-house-heading: Mansion House Hotel, xyxy=(1148,804,1333,827)
article-text: The Sea remained at Reedy Island, went to sea on Thursday morning. xyxy=(868,837,1101,867)
